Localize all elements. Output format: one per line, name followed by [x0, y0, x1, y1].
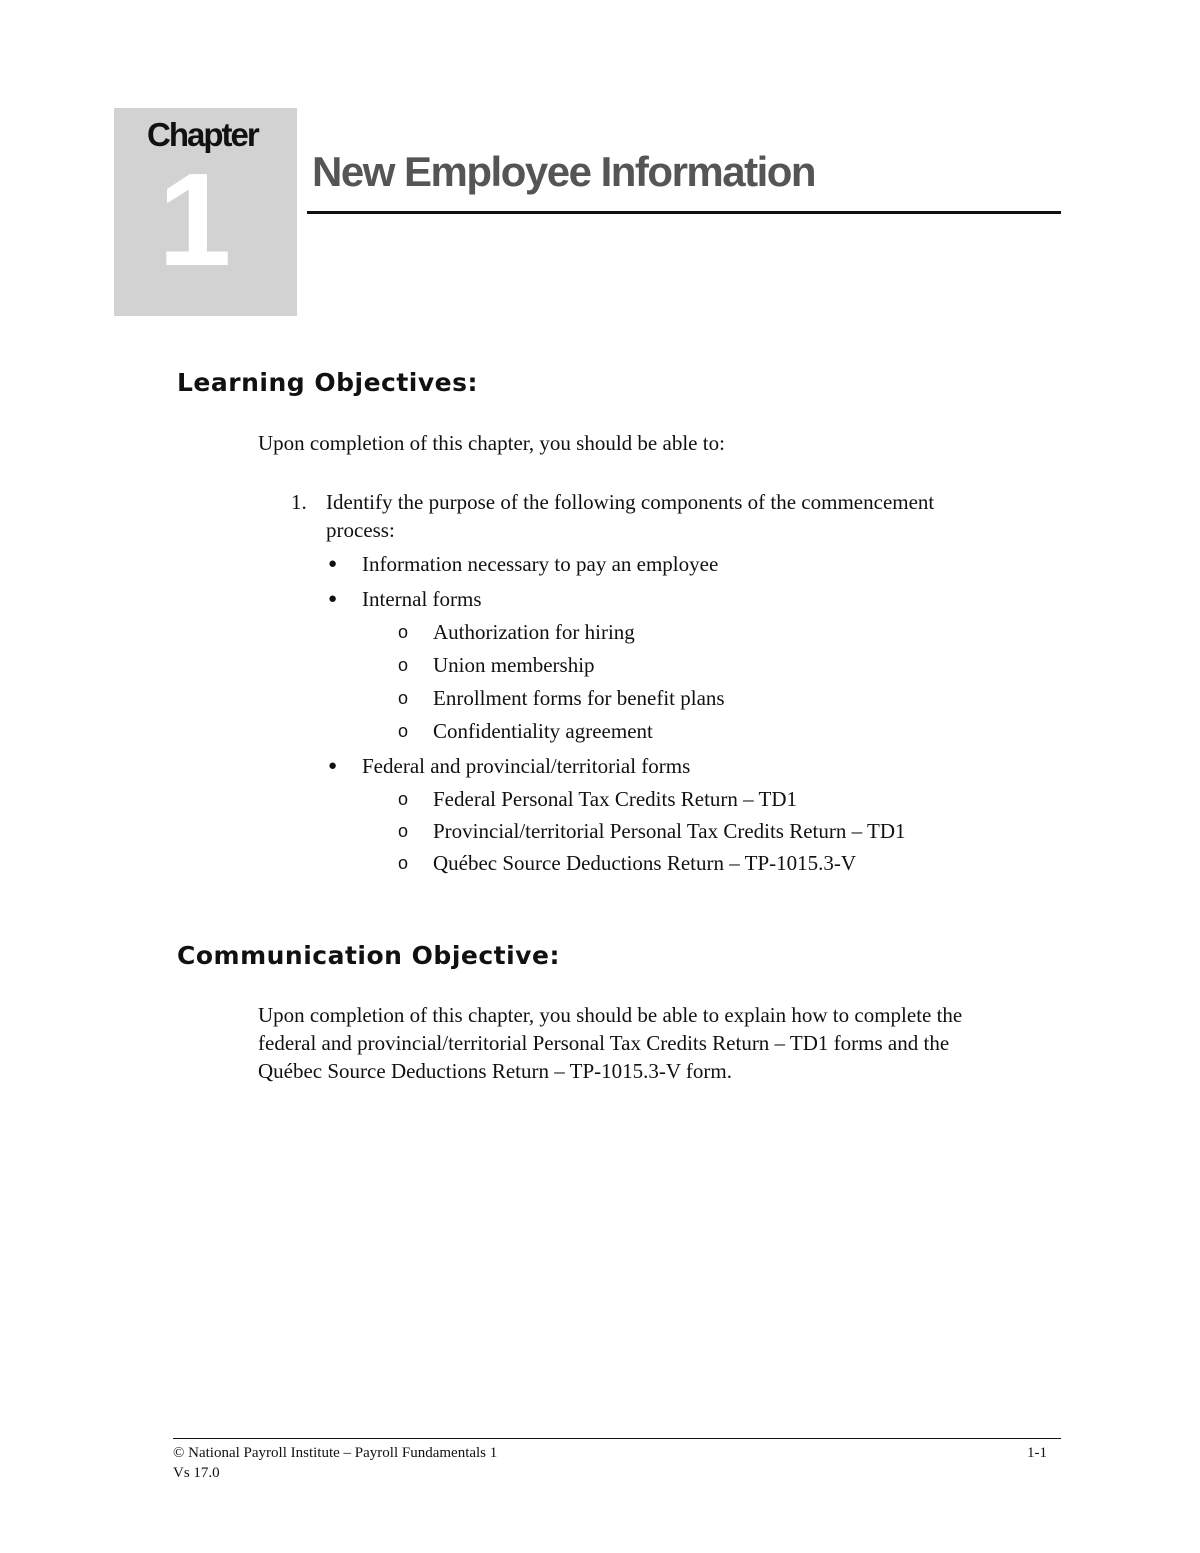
- bullet-icon: ●: [328, 556, 338, 572]
- circle-bullet-icon: o: [398, 853, 409, 873]
- circle-bullet-icon: o: [398, 821, 409, 841]
- chapter-label: Chapter: [147, 116, 258, 153]
- footer-divider: [173, 1438, 1061, 1439]
- bullet-icon: ●: [328, 591, 338, 607]
- learning-objectives-heading: Learning Objectives:: [177, 368, 478, 397]
- communication-objective-heading: Communication Objective:: [177, 941, 560, 970]
- footer-page-number: 1-1: [1027, 1445, 1047, 1461]
- page-title: New Employee Information: [312, 148, 816, 195]
- bullet-icon: ●: [328, 758, 338, 774]
- circle-bullet-icon: o: [398, 688, 409, 708]
- bullet-item: Federal and provincial/territorial forms: [362, 754, 691, 778]
- sub-bullet-item: Provincial/territorial Personal Tax Credits Return – TD1: [433, 819, 906, 843]
- circle-bullet-icon: o: [398, 721, 409, 741]
- sub-bullet-item: Confidentiality agreement: [433, 719, 653, 743]
- communication-line: Upon completion of this chapter, you should be able to explain how to complete the: [258, 1003, 963, 1027]
- circle-bullet-icon: o: [398, 789, 409, 809]
- footer-copyright: © National Payroll Institute – Payroll Fundamentals 1: [173, 1445, 498, 1461]
- title-divider: [307, 211, 1061, 214]
- list-item-number: 1.: [291, 490, 307, 514]
- bullet-item: Information necessary to pay an employee: [362, 552, 719, 576]
- sub-bullet-item: Union membership: [433, 653, 595, 677]
- footer-version: Vs 17.0: [173, 1465, 220, 1481]
- list-item-text: Identify the purpose of the following components of the commencement: [326, 490, 935, 514]
- chapter-number: 1: [158, 146, 232, 293]
- sub-bullet-item: Authorization for hiring: [433, 620, 635, 644]
- circle-bullet-icon: o: [398, 622, 409, 642]
- list-item-text-continued: process:: [326, 518, 395, 542]
- bullet-item: Internal forms: [362, 587, 482, 611]
- circle-bullet-icon: o: [398, 655, 409, 675]
- communication-line: federal and provincial/territorial Personal Tax Credits Return – TD1 forms and the: [258, 1031, 950, 1055]
- learning-intro: Upon completion of this chapter, you should be able to:: [258, 431, 725, 455]
- chapter-badge: [114, 108, 297, 316]
- sub-bullet-item: Québec Source Deductions Return – TP-1015.3-V: [433, 851, 857, 875]
- sub-bullet-item: Federal Personal Tax Credits Return – TD1: [433, 787, 798, 811]
- communication-line: Québec Source Deductions Return – TP-1015.3-V form.: [258, 1059, 732, 1083]
- sub-bullet-item: Enrollment forms for benefit plans: [433, 686, 725, 710]
